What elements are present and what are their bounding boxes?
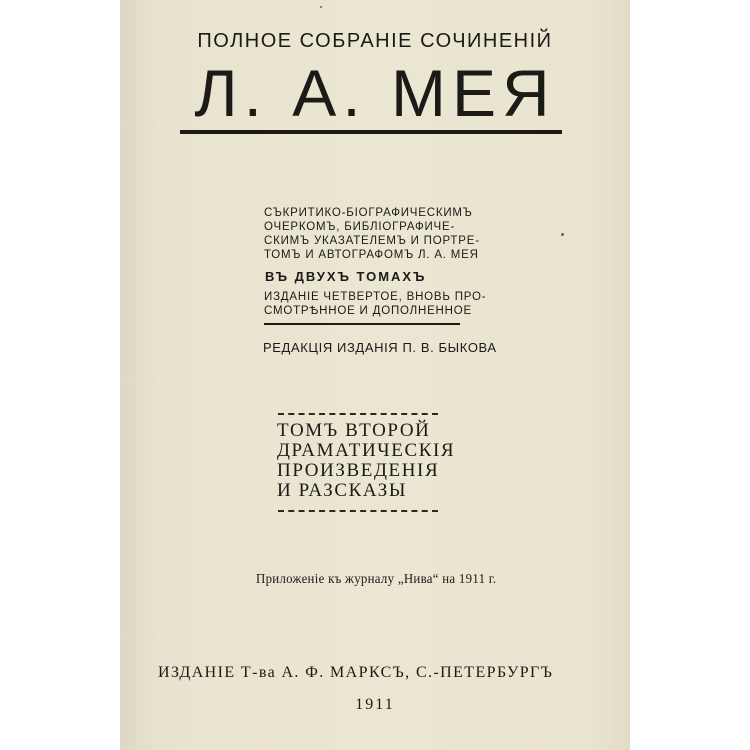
volume-line: ДРАМАТИЧЕСКІЯ <box>277 440 456 461</box>
publisher-line: ИЗДАНІЕ Т-ва А. Ф. МАРКСЪ, С.-ПЕТЕРБУРГЪ <box>158 664 554 681</box>
volume-title-block <box>277 421 455 501</box>
series-title: ПОЛНОЕ СОБРАНІЕ СОЧИНЕНІЙ <box>197 30 553 52</box>
description-block <box>264 206 494 262</box>
title-underline <box>180 130 562 134</box>
volumes-note: ВЪ ДВУХЪ ТОМАХЪ <box>265 269 427 284</box>
volume-rule-bottom <box>278 510 438 512</box>
volume-line: И РАЗСКАЗЫ <box>277 480 408 501</box>
description-line: СКИМЪ УКАЗАТЕЛЕМЪ И ПОРТРЕ- <box>264 235 480 247</box>
paper-speck <box>320 6 322 8</box>
title-page <box>120 0 630 750</box>
description-line: СЪКРИТИКО-БІОГРАФИЧЕСКИМЪ <box>264 207 473 219</box>
edition-block <box>264 290 494 318</box>
edition-rule <box>264 323 460 325</box>
paper-speck <box>561 233 564 236</box>
volume-line: ПРОИЗВЕДЕНІЯ <box>277 460 440 481</box>
description-line: ОЧЕРКОМЪ, БИБЛІОГРАФИЧЕ- <box>264 221 456 233</box>
publication-year: 1911 <box>355 696 395 713</box>
volume-rule-top <box>278 413 438 415</box>
description-line: ТОМЪ И АВТОГРАФОМЪ Л. А. МЕЯ <box>264 249 479 261</box>
supplement-note: Приложеніе къ журналу „Нива“ на 1911 г. <box>256 572 497 587</box>
author-name: Л. А. МЕЯ <box>194 56 556 130</box>
edition-line: ИЗДАНІЕ ЧЕТВЕРТОЕ, ВНОВЬ ПРО- <box>264 291 487 303</box>
editor-credit: РЕДАКЦІЯ ИЗДАНІЯ П. В. БЫКОВА <box>263 340 497 355</box>
volume-line: ТОМЪ ВТОРОЙ <box>277 420 431 441</box>
edition-line: СМОТРѢННОЕ И ДОПОЛНЕННОЕ <box>264 305 472 317</box>
